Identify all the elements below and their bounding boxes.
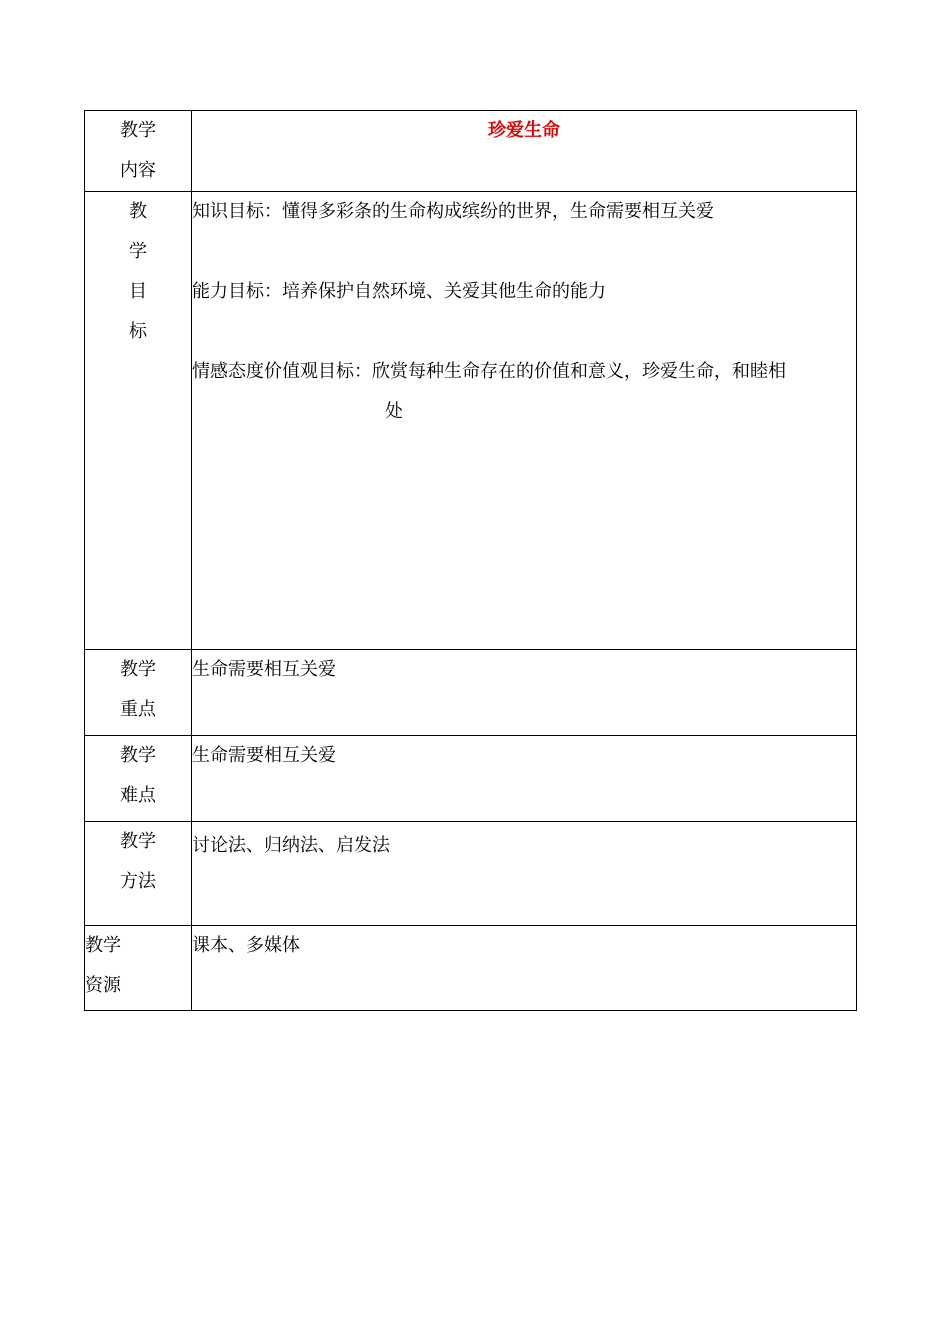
row-key-points <box>85 650 857 736</box>
label-char-1: 教 <box>129 201 147 222</box>
label-teaching-objectives <box>85 192 192 650</box>
emotion-goal: 情感态度价值观目标：欣赏每种生命存在的价值和意义，珍爱生命，和睦相 <box>192 361 786 382</box>
row-teaching-objectives <box>85 192 857 650</box>
label-line-1: 教学 <box>120 745 156 766</box>
label-key-points <box>85 650 192 736</box>
label-methods <box>85 822 192 926</box>
methods-text: 讨论法、归纳法、启发法 <box>192 822 857 926</box>
row-difficulties <box>85 736 857 822</box>
label-resources <box>85 926 192 1011</box>
knowledge-goal: 知识目标：懂得多彩条的生命构成缤纷的世界，生命需要相互关爱 <box>192 201 714 222</box>
label-line-1: 教学 <box>85 935 121 956</box>
difficulties-text: 生命需要相互关爱 <box>192 736 857 822</box>
label-char-4: 标 <box>129 321 147 342</box>
emotion-goal-continuation: 处 <box>385 401 403 422</box>
ability-goal: 能力目标：培养保护自然环境、关爱其他生命的能力 <box>192 281 606 302</box>
label-line-1: 教学 <box>120 120 156 141</box>
row-resources <box>85 926 857 1011</box>
label-teaching-content <box>85 111 192 192</box>
label-line-2: 资源 <box>85 975 121 996</box>
label-line-2: 方法 <box>120 871 156 892</box>
row-teaching-content <box>85 111 857 192</box>
lesson-title: 珍爱生命 <box>192 111 857 192</box>
label-line-1: 教学 <box>120 659 156 680</box>
label-line-2: 难点 <box>120 785 156 806</box>
label-char-3: 目 <box>129 281 147 302</box>
label-line-1: 教学 <box>120 831 156 852</box>
label-difficulties <box>85 736 192 822</box>
key-points-text: 生命需要相互关爱 <box>192 650 857 736</box>
resources-text: 课本、多媒体 <box>192 926 857 1011</box>
label-char-2: 学 <box>129 241 147 262</box>
label-line-2: 内容 <box>120 160 156 181</box>
lesson-plan-table <box>84 110 857 1011</box>
objectives-content <box>192 192 857 650</box>
label-line-2: 重点 <box>120 699 156 720</box>
row-methods <box>85 822 857 926</box>
